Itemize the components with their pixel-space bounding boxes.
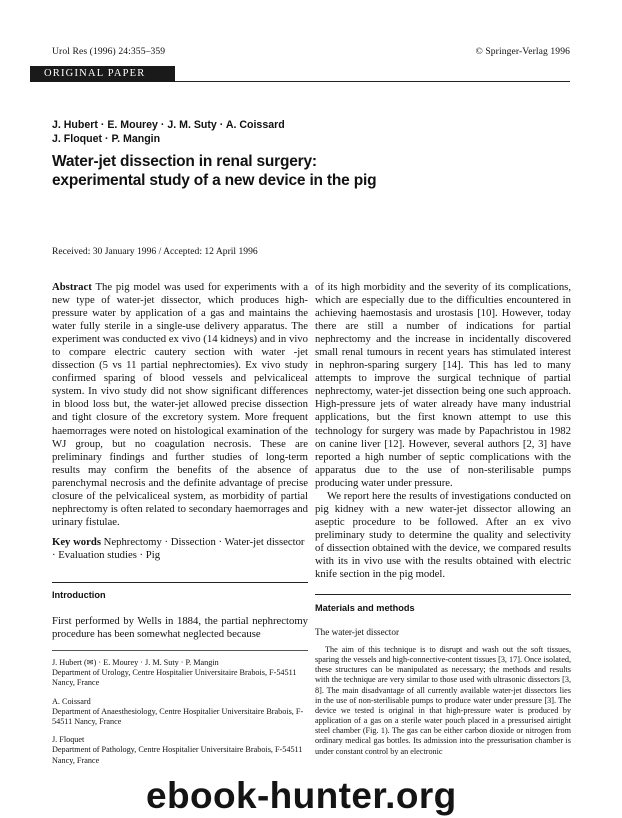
- abstract-text: The pig model was used for experiments with a new type of water-jet dissector, which produces high-pressure water by application of a gas and maintains the water fully sterile in a single-use delivery apparatus. The experiment was conducted ex vivo (14 kidneys) and in vivo to compare electric cautery section with water -jet dissection (5 vs 11 partial nephrectomies). Ex vivo study confirmed sparing of blood vessels and pelvicaliceal system. In vivo study did not show significant differences in blood loss but, the water-jet allowed precise dissection and tight closure of the excretory system. More frequent haemorrages were noted on histological examination of the WJ group, but no coagulation necrosis. These are preliminary findings and further studies of long-term results may confirm the benefits of the absence of parenchymal necrosis and the definite advantage of precise closure of the pelvicaliceal system, as morbidity of partial nephrectomy is often related to secondary haemorrages and urinary fistulae.: [52, 281, 308, 528]
- materials-text: [315, 645, 571, 757]
- materials-paragraph: The aim of this technique is to disrupt and wash out the soft tissues, sparing the vessels and high-connective-content tissues [3, 17]. Once isolated, these structures can be manipulated as necessary; the methods and results with the technique are very similar to those used with ultrasonic dissectors [3, 8]. The main disadvantage of all currently available water-jet dissectors lies in the use of non-sterilisable pumps to produce water under pressure [3]. The device we tested is original in that high-pressure water is produced by application of a gas on a sterile water pouch placed in a pressurised airtight steel chamber (Fig. 1). The gas can be either carbon dioxide or nitrogen from ordinary medical gas bottles. Its admission into the pressurisation chamber is under constant control by an electronic: [315, 645, 571, 756]
- author-list: [52, 118, 285, 146]
- materials-heading: Materials and methods: [315, 603, 415, 613]
- affiliation-entry: J. Hubert (✉) · E. Mourey · J. M. Suty · P. Mangin Department of Urology, Centre Hospitalier Universitaire Brabois, F-54511 Nancy, France: [52, 658, 297, 688]
- introduction-heading: Introduction: [52, 590, 106, 600]
- title-line: Water-jet dissection in renal surgery:: [52, 153, 317, 170]
- materials-subheading: The water-jet dissector: [315, 627, 399, 637]
- abstract-label: Abstract: [52, 281, 92, 293]
- affiliation-entry: J. Floquet Department of Pathology, Centre Hospitalier Universitaire Brabois, F-54511 Nancy, France: [52, 735, 303, 765]
- keywords-label: Key words: [52, 536, 101, 548]
- section-rule: [315, 594, 571, 595]
- body-right: [315, 281, 571, 581]
- introduction-text: First performed by Wells in 1884, the partial nephrectomy procedure has been somewhat neglected because: [52, 615, 308, 641]
- journal-citation: Urol Res (1996) 24:355–359: [52, 46, 166, 57]
- paper-title: [52, 152, 376, 190]
- banner-rule: [175, 81, 570, 82]
- footnote-rule: [52, 650, 308, 651]
- section-rule: [52, 582, 308, 583]
- affiliations: [52, 658, 308, 774]
- title-line: experimental study of a new device in the pig: [52, 172, 377, 189]
- copyright-notice: © Springer-Verlag 1996: [475, 46, 570, 57]
- body-paragraph: We report here the results of investigations conducted on pig kidney with a new water-jet dissector allowing an aseptic procedure to be followed. After an ex vivo preliminary study to determine the quality and selectivity of dissection obtained with the device, we compared results with its in vivo use with the results obtained with electric knife section in the pig model.: [315, 489, 571, 581]
- received-dates: Received: 30 January 1996 / Accepted: 12 April 1996: [52, 246, 258, 257]
- keywords-text: Nephrectomy · Dissection · Water-jet dissector · Evaluation studies · Pig: [52, 536, 305, 562]
- abstract: [52, 281, 308, 529]
- keywords: [52, 536, 308, 562]
- article-type-banner: ORIGINAL PAPER: [30, 66, 175, 82]
- author-line: J. Floquet · P. Mangin: [52, 133, 161, 145]
- author-line: J. Hubert · E. Mourey · J. M. Suty · A. Coissard: [52, 119, 285, 131]
- body-paragraph: of its high morbidity and the severity of its complications, which are especially due to the difficulties encountered in achieving haemostasis and urostasis [10]. However, today there are still a number of indications for partial nephrectomy and the increase in incidentally discovered small renal tumours in recent years has stimulated interest in nephron-sparing surgery [14]. This has led to many attempts to improve the surgical technique of partial nephrectomy, water-jet dissection being one such approach. High-pressure jets of water already have many industrial applications, but the first known attempt to use this technology for surgery was made by Papachristou in 1982 on canine liver [12]. However, several authors [2, 3] have reported a high number of septic complications with the apparatus due to the use of non-sterilisable pumps producing water under pressure.: [315, 281, 571, 489]
- affiliation-entry: A. Coissard Department of Anaesthesiology, Centre Hospitalier Universitaire Brabois, F-54511 Nancy, France: [52, 696, 304, 727]
- watermark-text: ebook-hunter.org: [146, 775, 457, 816]
